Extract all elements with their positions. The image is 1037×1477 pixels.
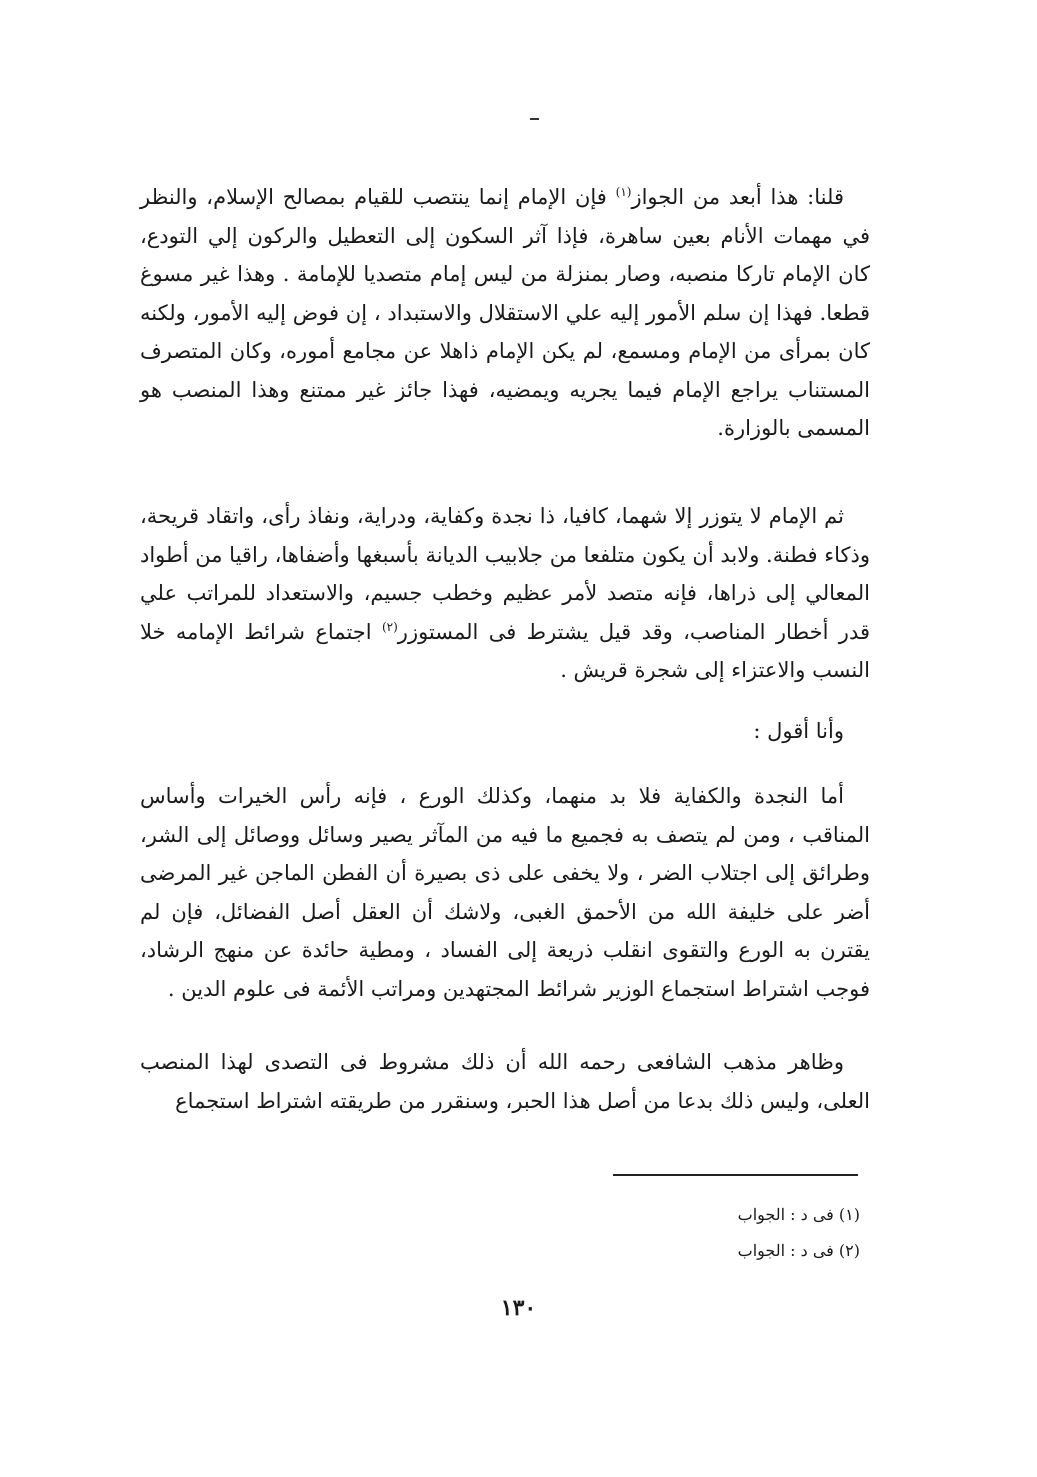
- footnote-ref-2: (٢): [381, 619, 398, 634]
- paragraph-1-text-a: قلنا: هذا أبعد من الجواز: [631, 185, 844, 209]
- paragraph-2: [140, 497, 870, 690]
- footnotes: [560, 1197, 860, 1269]
- footnote-1: (١) فى د : الجواب: [737, 1205, 860, 1224]
- footnote-divider: [613, 1174, 858, 1176]
- top-mark: [530, 118, 539, 120]
- paragraph-1: [140, 178, 870, 448]
- footnote-ref-1: (١): [615, 185, 632, 199]
- page-number: ١٣٠: [500, 1295, 537, 1321]
- footnote-2: (٢) فى د : الجواب: [737, 1241, 860, 1260]
- paragraph-3: وأنا أقول :: [753, 719, 844, 743]
- paragraph-2-text-b: اجتماع شرائط الإمامه خلا النسب والاعتزاء إلى شجرة قريش .: [140, 619, 870, 682]
- paragraph-5: وظاهر مذهب الشافعى رحمه الله أن ذلك مشروط فى التصدى لهذا المنصب العلى، وليس ذلك بدعا من أصل هذا الحبر، وسنقرر من طريقته اشتراط استجماع: [140, 1050, 870, 1113]
- paragraph-1-text-b: فإن الإمام إنما ينتصب للقيام بمصالح الإسلام، والنظر في مهمات الأنام بعين ساهرة، فإذا آثر السكون إلى التعطيل والركون إلي التودع، كان الإمام تاركا منصبه، وصار بمنزلة من ليس إمام متصديا للإمامة . وهذا غير مسوغ قطعا. فهذا إن سلم الأمور إليه علي الاستقلال والاستبداد ، إن فوض إليه الأمور، ولكنه كان بمرأى من الإمام ومسمع، لم يكن الإمام ذاهلا عن مجامع أموره، وكان المتصرف المستناب يراجع الإمام فيما يجريه ويمضيه، فهذا جائز غير ممتنع وهذا المنصب هو المسمى بالوزارة.: [140, 185, 870, 440]
- paragraph-2-text-a: ثم الإمام لا يتوزر إلا شهما، كافيا، ذا نجدة وكفاية، ودراية، ونفاذ رأى، واتقاد قريحة، وذكاء فطنة. ولابد أن يكون متلفعا من جلابيب الديانة بأسبغها وأضفاها، راقيا من أطواد المعالي إلى ذراها، فإنه متصد لأمر عظيم وخطب جسيم، والاستعداد للمراتب علي قدر أخطار المناصب، وقد قيل يشترط فى المستوزر: [140, 504, 871, 644]
- paragraph-4: أما النجدة والكفاية فلا بد منهما، وكذلك الورع ، فإنه رأس الخيرات وأساس المناقب ، ومن لم يتصف به فجميع ما فيه من المآثر يصير وسائل ووصائل إلى الشر، وطرائق إلى اجتلاب الضر ، ولا يخفى على ذى بصيرة أن الفطن الماجن غير المرضى أضر على خليفة الله من الأحمق الغبى، ولاشك أن العقل أصل الفضائل، فإن لم يقترن به الورع والتقوى انقلب ذريعة إلى الفساد ، ومطية حائدة عن منهج الرشاد، فوجب اشتراط استجماع الوزير شرائط المجتهدين ومراتب الأئمة فى علوم الدين .: [140, 784, 870, 1001]
